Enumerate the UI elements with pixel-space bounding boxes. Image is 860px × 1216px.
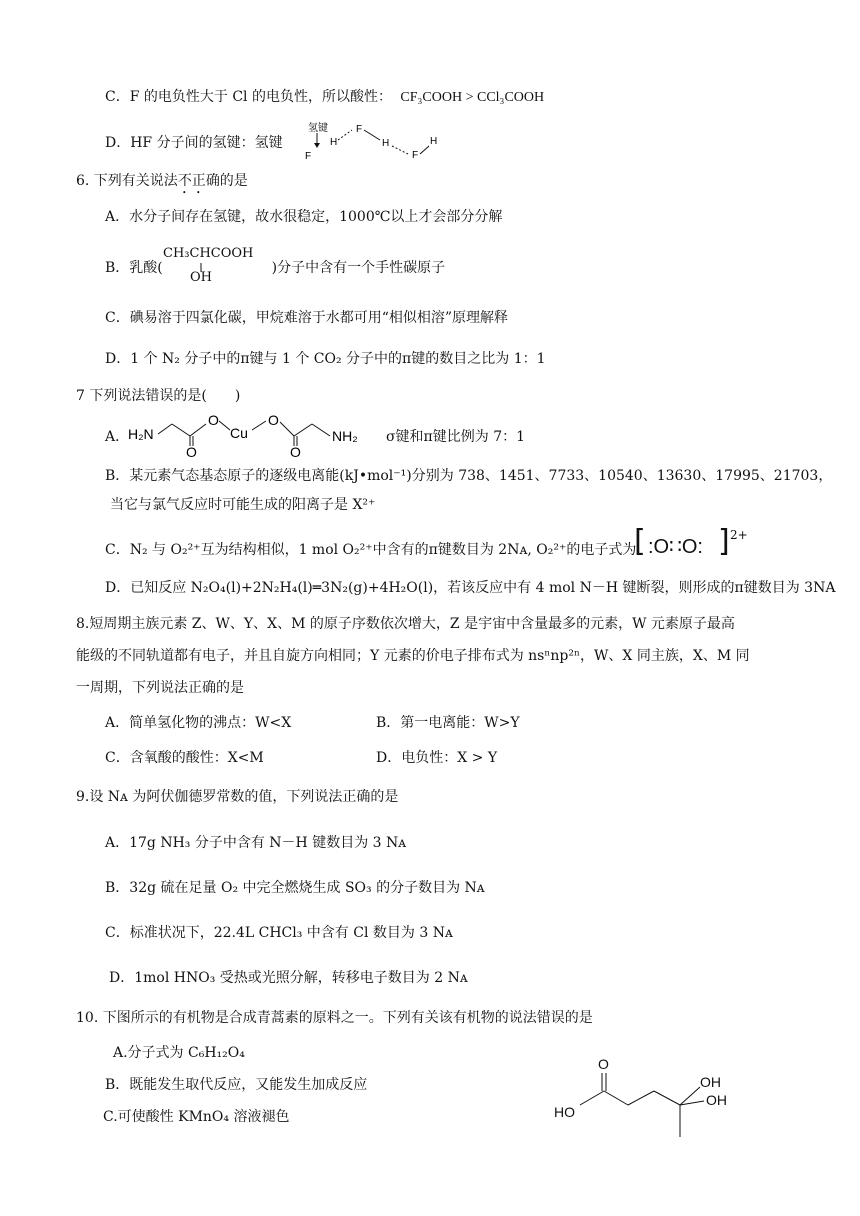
q8-option-d: D．电负性：X > Y: [376, 750, 498, 766]
q8-option-c: C．含氧酸的酸性：X<M: [105, 750, 264, 766]
svg-text:F: F: [356, 124, 363, 135]
q10-option-b: B．既能发生取代反应，又能发生加成反应: [105, 1077, 368, 1093]
q9-stem: 9.设 Nᴀ 为阿伏伽德罗常数的值，下列说法正确的是: [76, 789, 399, 805]
q8-option-a: A．简单氢化物的沸点：W<X: [105, 715, 292, 731]
q10-molecule-structure: [548, 1055, 748, 1145]
o2-charge: 2+: [730, 528, 748, 542]
q8-stem-line3: 一周期，下列说法正确的是: [76, 680, 244, 696]
q7-option-a-tail: σ键和π键比例为 7：1: [386, 429, 526, 445]
atom-oh-1: OH: [700, 1074, 721, 1090]
atom-ho: HO: [554, 1104, 575, 1120]
svg-text:F: F: [305, 151, 312, 162]
q9-option-a: A．17g NH₃ 分子中含有 N－H 键数目为 3 Nᴀ: [105, 835, 407, 851]
svg-text:F: F: [412, 150, 419, 161]
o2-electron-dots: :O∷O:: [648, 536, 703, 558]
q6-option-b-pre: B．乳酸(: [105, 260, 163, 276]
atom-h2n: H₂N: [128, 426, 154, 442]
lactic-acid-structure: [160, 246, 260, 290]
q8-stem-line1: 8.短周期主族元素 Z、W、Y、X、M 的原子序数依次增大，Z 是宇宙中含量最多的元素，W 元素原子最高: [76, 616, 735, 632]
q7-option-c: C．N₂ 与 O₂²⁺互为结构相似，1 mol O₂²⁺中含有的π键数目为 2Nᴀ, O₂²⁺的电子式为: [105, 542, 637, 558]
lactic-acid-oh: OH: [190, 270, 212, 285]
q6-stem-emphasis: 不正: [177, 173, 206, 189]
q10-option-c: C.可使酸性 KMnO₄ 溶液褪色: [103, 1109, 290, 1125]
atom-oh-2: OH: [706, 1092, 727, 1108]
q6-option-c: C．碘易溶于四氯化碳，甲烷难溶于水都可用“相似相溶”原理解释: [105, 310, 509, 326]
hydrogen-bond-annotation: 氢键: [308, 123, 328, 134]
q5-option-c-formula: CF₃COOH > CCl₃COOH: [400, 90, 545, 105]
atom-o-ester-1: O: [208, 412, 219, 428]
svg-text:H: H: [382, 138, 390, 149]
q7-stem: 7 下列说法错误的是( ): [76, 388, 241, 404]
o2-electron-formula: [ :O∷O: ] 2+: [634, 524, 748, 559]
q8-option-b: B．第一电离能：W>Y: [376, 715, 520, 731]
q7-option-b-line2: 当它与氯气反应时可能生成的阳离子是 X²⁺: [110, 497, 376, 513]
copper-glycinate-structure: [126, 408, 380, 458]
atom-cu: Cu: [230, 425, 248, 441]
q8-stem-line2: 能级的不同轨道都有电子，并且自旋方向相同；Y 元素的价电子排布式为 nsⁿnp²ⁿ，W、X 同主族，X、M 同: [76, 648, 750, 664]
q9-option-c: C．标准状况下，22.4L CHCl₃ 中含有 Cl 数目为 3 Nᴀ: [105, 925, 453, 941]
q7-option-a-label: A．: [105, 429, 130, 445]
q6-stem: [76, 171, 248, 197]
atom-o-carbonyl-1: O: [186, 444, 197, 458]
atom-nh2: NH₂: [332, 428, 358, 444]
q6-stem-post: 确的是: [205, 173, 248, 189]
q7-option-b-line1: B．某元素气态基态原子的逐级电离能(kJ•mol⁻¹)分别为 738、1451、7733、10540、13630、17995、21703，: [105, 468, 833, 484]
q5-option-d: [105, 133, 283, 153]
q5-option-c-text: C．F 的电负性大于 Cl 的电负性，所以酸性：: [105, 89, 392, 105]
atom-o-ester-2: O: [268, 412, 279, 428]
q9-option-b: B．32g 硫在足量 O₂ 中完全燃烧生成 SO₃ 的分子数目为 Nᴀ: [105, 880, 485, 896]
atom-o-carbonyl: O: [598, 1056, 609, 1072]
hf-hydrogen-bond-diagram: [294, 118, 454, 166]
q10-option-a: A.分子式为 C₆H₁₂O₄: [113, 1045, 245, 1061]
lactic-acid-top: CH₃CHCOOH: [163, 246, 254, 261]
svg-text:H: H: [430, 136, 438, 147]
svg-text:H: H: [330, 137, 338, 148]
q9-option-d: D．1mol HNO₃ 受热或光照分解，转移电子数目为 2 Nᴀ: [109, 970, 468, 986]
atom-o-carbonyl-2: O: [290, 444, 301, 458]
q6-option-b: [105, 258, 445, 278]
q6-option-b-post: )分子中含有一个手性碳原子: [271, 260, 446, 276]
q5-option-c: [105, 87, 544, 108]
q5-option-d-text: D．HF 分子间的氢键：氢键: [105, 135, 283, 151]
q6-option-d: D．1 个 N₂ 分子中的π键与 1 个 CO₂ 分子中的π键的数目之比为 1：1: [105, 351, 546, 367]
q6-option-a: A．水分子间存在氢键，故水很稳定，1000℃以上才会部分分解: [105, 209, 503, 225]
q6-stem-pre: 6. 下列有关说法: [76, 173, 178, 189]
q7-option-d: D．已知反应 N₂O₄(l)+2N₂H₄(l)═3N₂(g)+4H₂O(l)，若该反应中有 4 mol N－H 键断裂，则形成的π键数目为 3NA: [105, 580, 836, 596]
q10-stem: 10. 下图所示的有机物是合成青蒿素的原料之一。下列有关该有机物的说法错误的是: [76, 1010, 593, 1026]
